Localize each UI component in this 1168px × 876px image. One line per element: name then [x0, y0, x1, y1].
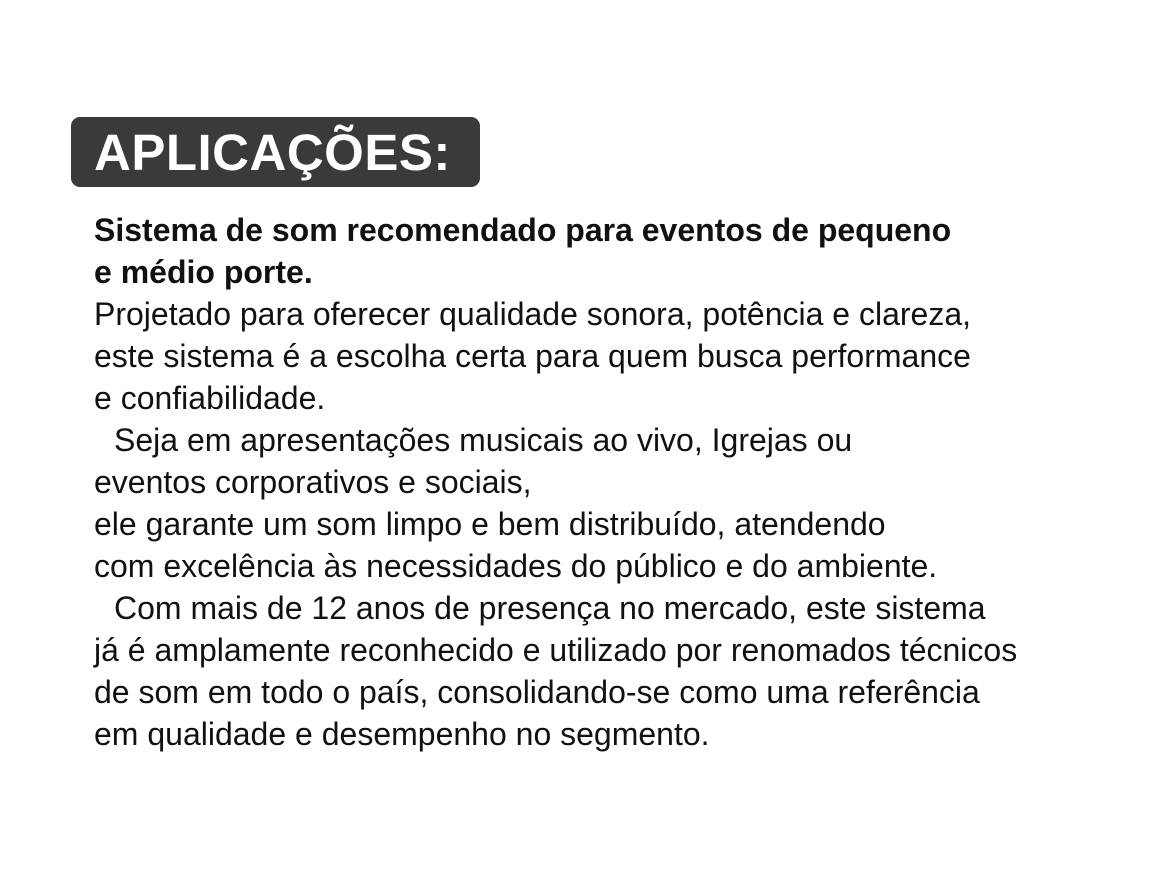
headline-line-2: e médio porte.	[94, 254, 313, 290]
paragraph-line: este sistema é a escolha certa para quem busca performance	[94, 338, 971, 374]
description-text	[94, 209, 1134, 755]
paragraph-line: e confiabilidade.	[94, 380, 326, 416]
paragraph-line: de som em todo o país, consolidando-se como uma referência	[94, 674, 980, 710]
paragraph-line: com excelência às necessidades do público e do ambiente.	[94, 548, 938, 584]
paragraph-line: ele garante um som limpo e bem distribuído, atendendo	[94, 506, 886, 542]
section-title-badge	[71, 117, 480, 187]
paragraph-line: eventos corporativos e sociais,	[94, 464, 532, 500]
paragraph-line: em qualidade e desempenho no segmento.	[94, 716, 710, 752]
paragraph-line: Projetado para oferecer qualidade sonora, potência e clareza,	[94, 296, 972, 332]
headline-line-1: Sistema de som recomendado para eventos de pequeno	[94, 212, 952, 248]
section-title: APLICAÇÕES:	[94, 123, 451, 181]
paragraph-line: já é amplamente reconhecido e utilizado por renomados técnicos	[94, 632, 1018, 668]
paragraph-line: Com mais de 12 anos de presença no mercado, este sistema	[114, 590, 986, 626]
paragraph-line: Seja em apresentações musicais ao vivo, Igrejas ou	[114, 422, 853, 458]
